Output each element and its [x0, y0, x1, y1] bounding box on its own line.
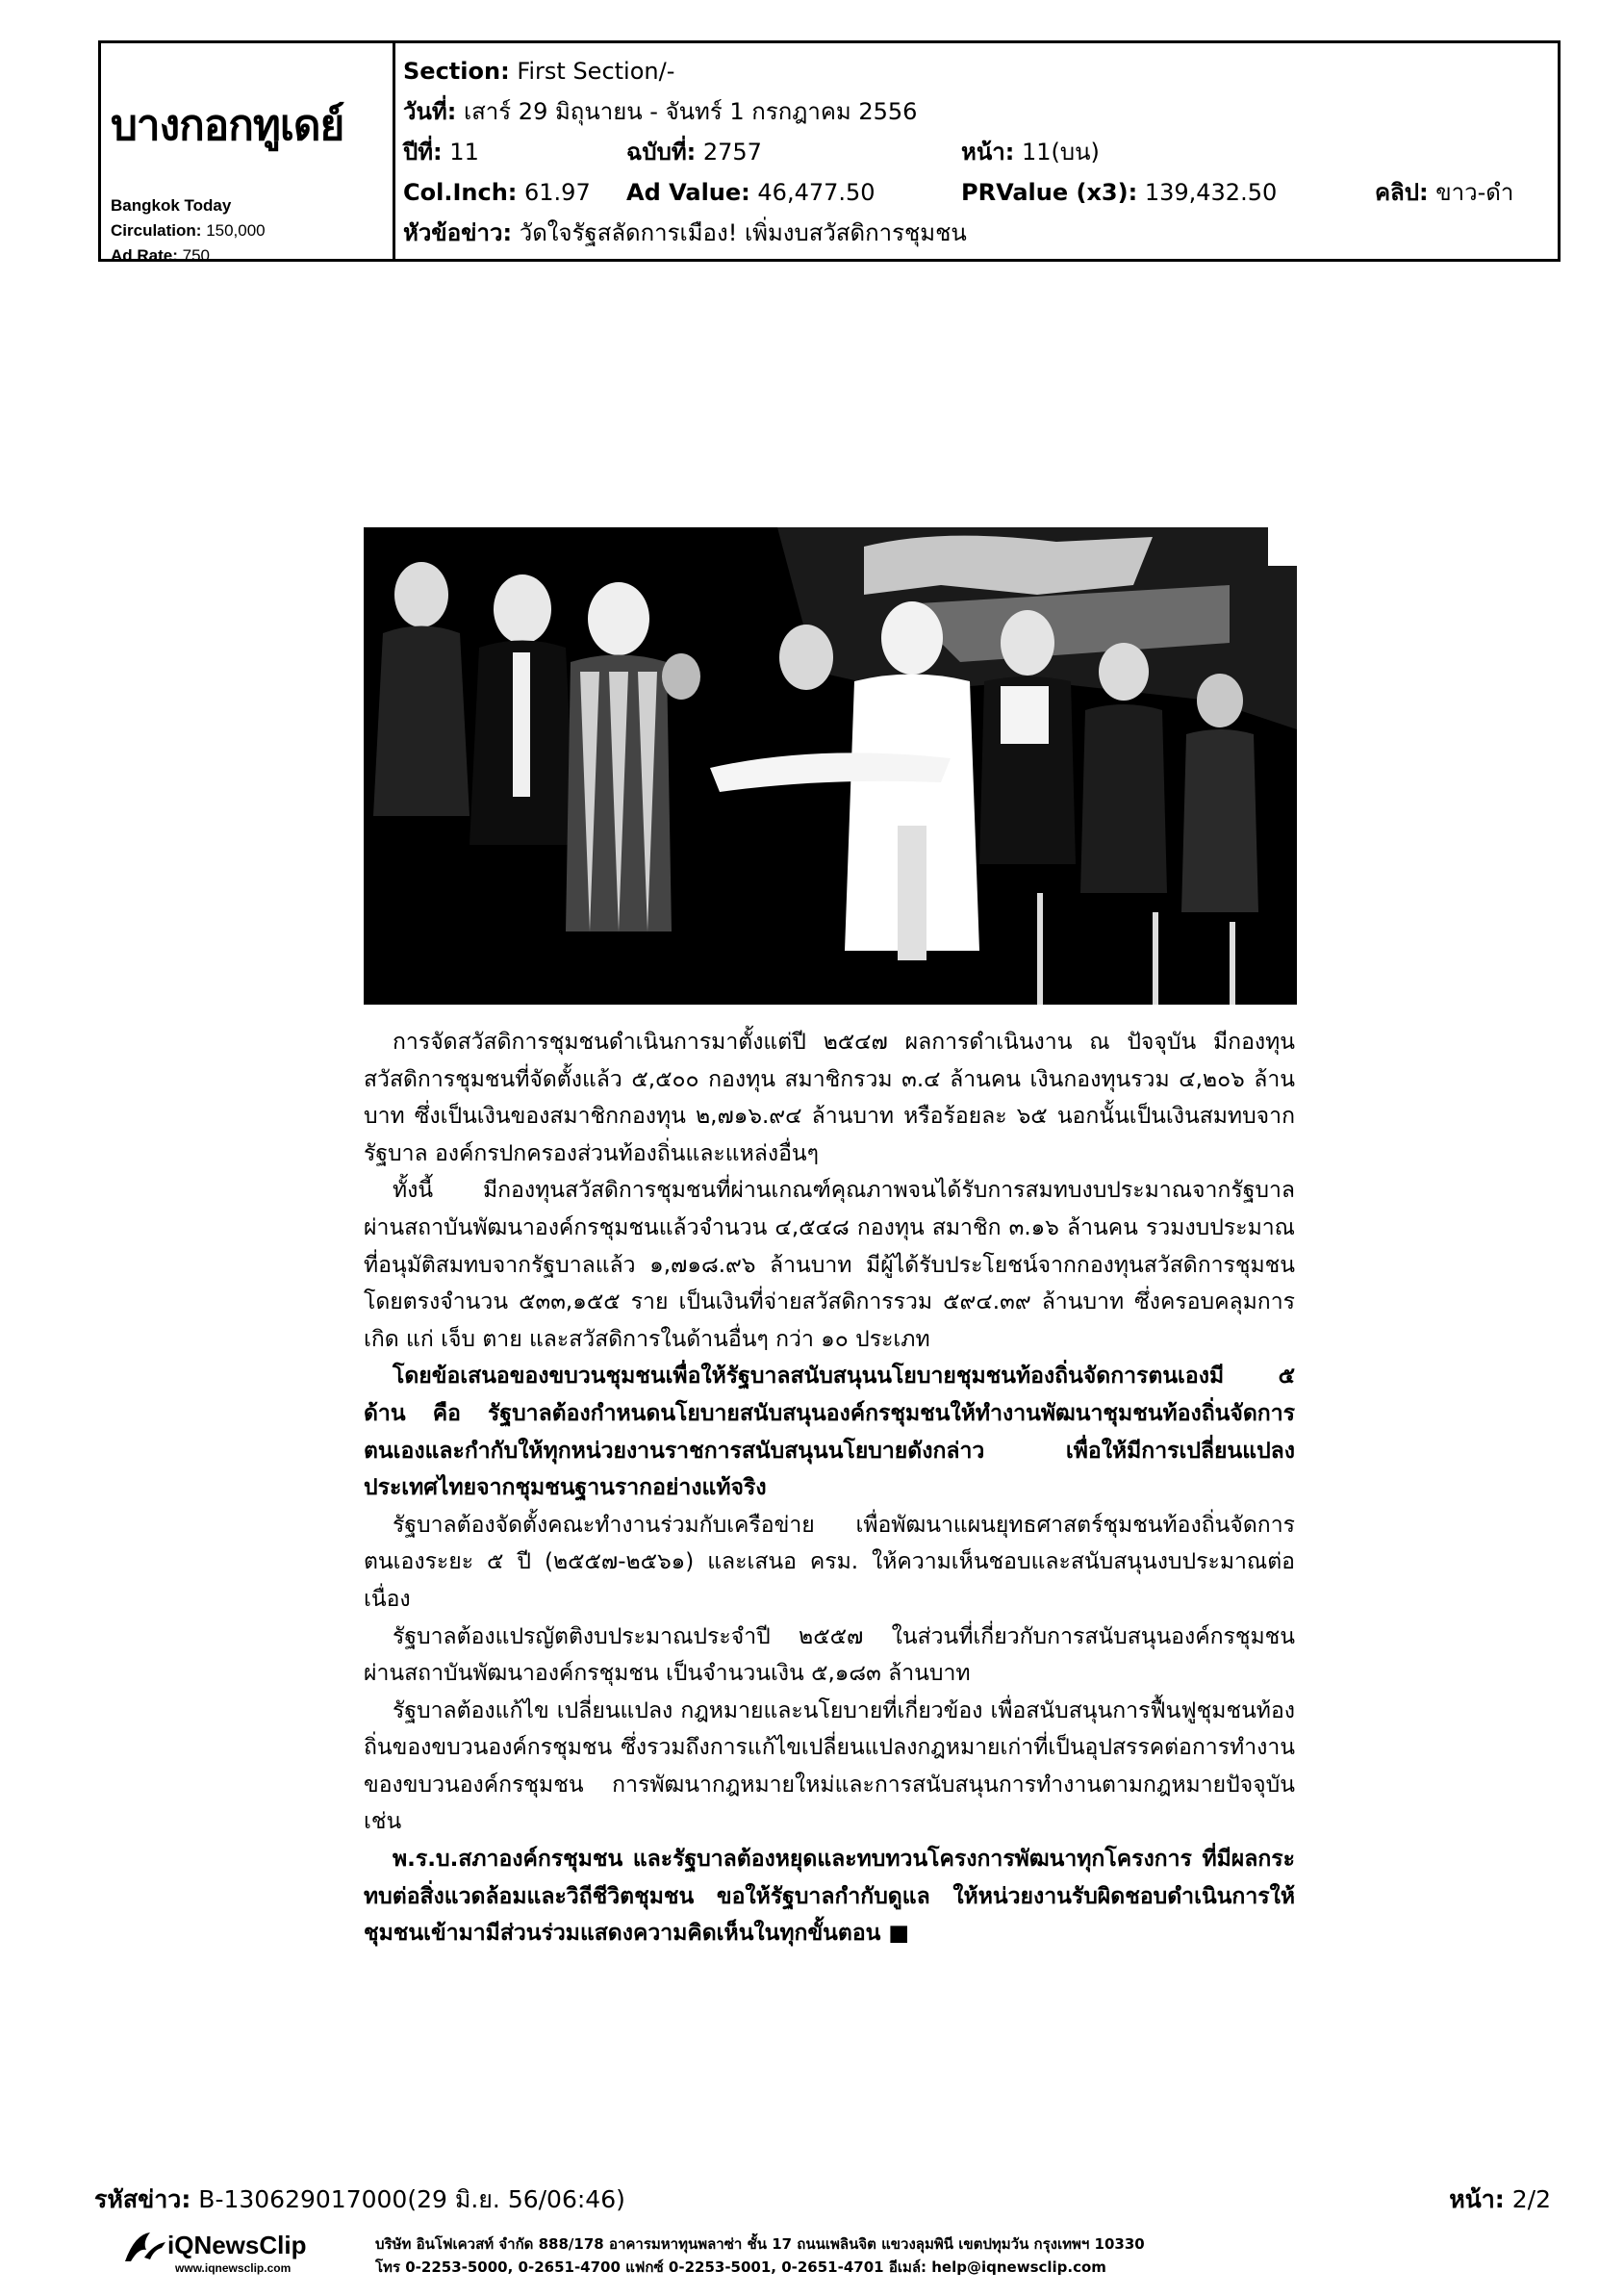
- issue-value: 2757: [702, 139, 762, 166]
- article-paragraph: โดยข้อเสนอของขบวนชุมชนเพื่อให้รัฐบาลสนับสนุนนโยบายชุมชนท้องถิ่นจัดการตนเองมี ๕ ด้าน คือ รัฐบาลต้องกำหนดนโยบายสนับสนุนองค์กรชุมชนให้ทำงานพัฒนาชุมชนท้องถิ่นจัดการตนเองและกำกับให้ทุกหน่วยงานราชการสนับสนุนนโยบายดังกล่าว เพื่อให้มีการเปลี่ยนแปลงประเทศไทยจากชุมชนฐานรากอย่างแท้จริง: [364, 1364, 1295, 1501]
- prvalue-value: 139,432.50: [1144, 179, 1278, 206]
- company-address: บริษัท อินโฟเควสท์ จำกัด 888/178 อาคารมหาทุนพลาซ่า ชั้น 17 ถนนเพลินจิต แขวงลุมพินี เขตปทุมวัน กรุงเทพฯ 10330: [375, 2235, 1145, 2253]
- page-number-label: หน้า:: [1449, 2185, 1505, 2213]
- date-label: วันที่:: [403, 98, 457, 125]
- photo-graphic: [364, 527, 1297, 1005]
- iqnewsclip-logo-icon: [121, 2229, 169, 2267]
- year-label: ปีที่:: [403, 139, 443, 166]
- clip-details: [395, 43, 1558, 259]
- page-number-value: 2/2: [1511, 2185, 1551, 2213]
- publication-name: Bangkok Today: [111, 196, 232, 215]
- issue-label: ฉบับที่:: [626, 139, 697, 166]
- news-code-value: B-130629017000(29 มิ.ย. 56/06:46): [198, 2185, 625, 2213]
- page-label: หน้า:: [961, 139, 1015, 166]
- company-info: [375, 2232, 1145, 2279]
- headline-row: [403, 215, 1558, 255]
- circulation-label: Circulation:: [111, 221, 202, 240]
- brand-name: iQNewsClip: [167, 2231, 307, 2259]
- clip-label: คลิป:: [1375, 179, 1429, 206]
- value-row: [403, 174, 1558, 215]
- ceremony-photo: [364, 527, 1297, 1005]
- article-paragraph: รัฐบาลต้องจัดตั้งคณะทำงานร่วมกับเครือข่าย เพื่อพัฒนาแผนยุทธศาสตร์ชุมชนท้องถิ่นจัดการตนเองระยะ ๕ ปี (๒๕๕๗-๒๕๖๑) และเสนอ ครม. ให้ความเห็นชอบและสนับสนุนงบประมาณต่อเนื่อง: [364, 1512, 1295, 1612]
- advalue-value: 46,477.50: [757, 179, 876, 206]
- page-number: [1449, 2181, 1551, 2219]
- ad-rate-value: 750: [182, 246, 211, 265]
- section-label: Section:: [403, 58, 510, 85]
- article-paragraph: พ.ร.บ.สภาองค์กรชุมชน และรัฐบาลต้องหยุดและทบทวนโครงการพัฒนาทุกโครงการ ที่มีผลกระทบต่อสิ่งแวดล้อมและวิถีชีวิตชุมชน ขอให้รัฐบาลกำกับดูแล ให้หน่วยงานรับผิดชอบดำเนินการให้ชุมชนเข้ามามีส่วนร่วมแสดงความคิดเห็นในทุกขั้นตอน ■: [364, 1847, 1295, 1947]
- iqnewsclip-logo: [121, 2227, 343, 2281]
- publication-info: [101, 43, 395, 265]
- headline-label: หัวข้อข่าว:: [403, 219, 513, 246]
- issue-row: [403, 134, 1558, 174]
- page-value: 11(บน): [1021, 139, 1100, 166]
- news-code: [94, 2181, 625, 2219]
- date-value: เสาร์ 29 มิถุนายน - จันทร์ 1 กรกฎาคม 2556: [463, 98, 918, 125]
- news-code-label: รหัสข่าว:: [94, 2185, 191, 2213]
- date-row: [403, 93, 1558, 134]
- article-paragraph: รัฐบาลต้องแก้ไข เปลี่ยนแปลง กฎหมายและนโยบายที่เกี่ยวข้อง เพื่อสนับสนุนการฟื้นฟูชุมชนท้องถิ่นของขบวนองค์กรชุมชน ซึ่งรวมถึงการแก้ไขเปลี่ยนแปลงกฎหมายเก่าที่เป็นอุปสรรคต่อการทำงานของขบวนองค์กรชุมชน การพัฒนากฎหมายใหม่และการสนับสนุนการทำงานตามกฎหมายปัจจุบัน เช่น: [364, 1697, 1295, 1835]
- company-contact: โทร 0-2253-5000, 0-2651-4700 แฟกซ์ 0-2253-5001, 0-2651-4701 อีเมล์: help@iqnewsclip.com: [375, 2258, 1106, 2276]
- brand-url: www.iqnewsclip.com: [175, 2261, 292, 2275]
- colinch-label: Col.Inch:: [403, 179, 518, 206]
- section-value: First Section/-: [517, 58, 675, 85]
- ad-rate: [111, 243, 393, 268]
- clip-value: ขาว-ดำ: [1435, 179, 1514, 206]
- circulation: [111, 218, 393, 243]
- newspaper-masthead: บางกอกทูเดย์: [111, 101, 344, 150]
- prvalue-label: PRValue (x3):: [961, 179, 1138, 206]
- article-paragraph: การจัดสวัสดิการชุมชนดำเนินการมาตั้งแต่ปี ๒๕๔๗ ผลการดำเนินงาน ณ ปัจจุบัน มีกองทุนสวัสดิการชุมชนที่จัดตั้งแล้ว ๕,๕๐๐ กองทุน สมาชิกรวม ๓.๔ ล้านคน เงินกองทุนรวม ๔,๒๐๖ ล้านบาท ซึ่งเป็นเงินของสมาชิกกองทุน ๒,๗๑๖.๙๔ ล้านบาท หรือร้อยละ ๖๕ นอกนั้นเป็นเงินสมทบจากรัฐบาล องค์กรปกครองส่วนท้องถิ่นและแหล่งอื่นๆ: [364, 1030, 1295, 1166]
- article-paragraph: ทั้งนี้ มีกองทุนสวัสดิการชุมชนที่ผ่านเกณฑ์คุณภาพจนได้รับการสมทบงบประมาณจากรัฐบาล ผ่านสถาบันพัฒนาองค์กรชุมชนแล้วจำนวน ๔,๕๔๘ กองทุน สมาชิก ๓.๑๖ ล้านคน รวมงบประมาณที่อนุมัติสมทบจากรัฐบาลแล้ว ๑,๗๑๘.๙๖ ล้านบาท มีผู้ได้รับประโยชน์จากกองทุนสวัสดิการชุมชนโดยตรงจำนวน ๕๓๓,๑๕๕ ราย เป็นเงินที่จ่ายสวัสดิการรวม ๕๙๔.๓๙ ล้านบาท ซึ่งครอบคลุมการเกิด แก่ เจ็บ ตาย และสวัสดิการในด้านอื่นๆ กว่า ๑๐ ประเภท: [364, 1178, 1295, 1352]
- section-row: [403, 53, 1558, 93]
- ad-rate-label: Ad Rate:: [111, 246, 178, 265]
- colinch-value: 61.97: [524, 179, 591, 206]
- article-paragraph: รัฐบาลต้องแปรญัตติงบประมาณประจำปี ๒๕๕๗ ในส่วนที่เกี่ยวกับการสนับสนุนองค์กรชุมชน ผ่านสถาบันพัฒนาองค์กรชุมชน เป็นจำนวนเงิน ๕,๑๘๓ ล้านบาท: [364, 1623, 1295, 1687]
- advalue-label: Ad Value:: [626, 179, 750, 206]
- headline-value: วัดใจรัฐสลัดการเมือง! เพิ่มงบสวัสดิการชุมชน: [519, 219, 967, 246]
- year-value: 11: [449, 139, 479, 166]
- circulation-value: 150,000: [206, 221, 266, 240]
- clip-header: [98, 40, 1561, 265]
- article-body: [364, 1024, 1295, 1952]
